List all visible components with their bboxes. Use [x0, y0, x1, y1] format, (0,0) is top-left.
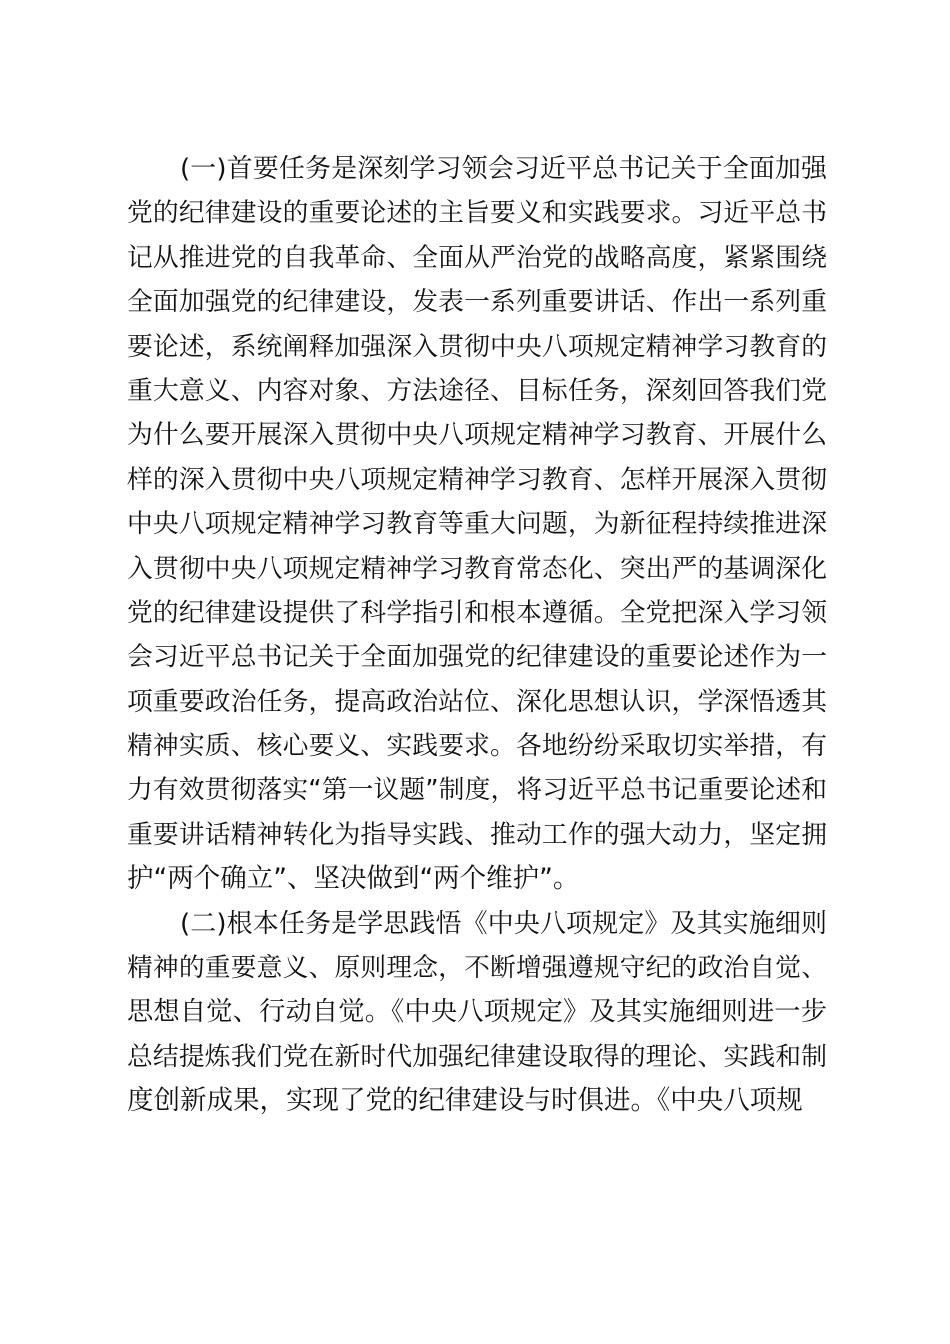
- paragraph-1: [127, 147, 827, 902]
- document-body: [127, 147, 827, 1124]
- paragraph-line: (一)首要任务是深刻学习领会习近平总书记关于全面加强: [180, 154, 827, 184]
- paragraph-line: 总结提炼我们党在新时代加强纪律建设取得的理论、实践和制: [127, 1041, 827, 1072]
- paragraph-line: 护“两个确立”、坚决做到“两个维护”。: [127, 863, 580, 895]
- paragraph-line: 会习近平总书记关于全面加强党的纪律建设的重要论述作为一: [127, 642, 827, 673]
- paragraph-line: 思想自觉、行动自觉。《中央八项规定》及其实施细则进一步: [127, 997, 827, 1028]
- paragraph-line: 为什么要开展深入贯彻中央八项规定精神学习教育、开展什么: [127, 420, 827, 451]
- paragraph-line: 精神实质、核心要义、实践要求。各地纷纷采取切实举措，有: [127, 731, 827, 762]
- paragraph-line: 项重要政治任务，提高政治站位、深化思想认识，学深悟透其: [127, 686, 827, 717]
- paragraph-line: (二)根本任务是学思践悟《中央八项规定》及其实施细则: [180, 908, 827, 939]
- paragraph-line: 重要讲话精神转化为指导实践、推动工作的强大动力，坚定拥: [127, 819, 827, 850]
- paragraph-line: 精神的重要意义、原则理念，不断增强遵规守纪的政治自觉、: [127, 953, 827, 984]
- paragraph-line: 党的纪律建设的重要论述的主旨要义和实践要求。习近平总书: [127, 198, 827, 229]
- paragraph-line: 记从推进党的自我革命、全面从严治党的战略高度，紧紧围绕: [127, 242, 827, 273]
- paragraph-line: 党的纪律建设提供了科学指引和根本遵循。全党把深入学习领: [127, 597, 827, 628]
- paragraph-line: 重大意义、内容对象、方法途径、目标任务，深刻回答我们党: [127, 375, 827, 406]
- paragraph-line: 样的深入贯彻中央八项规定精神学习教育、怎样开展深入贯彻: [127, 464, 827, 495]
- paragraph-line: 入贯彻中央八项规定精神学习教育常态化、突出严的基调深化: [127, 553, 827, 584]
- paragraph-2: [127, 902, 827, 1124]
- paragraph-line: 要论述，系统阐释加强深入贯彻中央八项规定精神学习教育的: [127, 331, 827, 362]
- paragraph-line: 中央八项规定精神学习教育等重大问题，为新征程持续推进深: [127, 509, 827, 540]
- paragraph-line: 力有效贯彻落实“第一议题”制度，将习近平总书记重要论述和: [127, 775, 827, 806]
- paragraph-line: 全面加强党的纪律建设，发表一系列重要讲话、作出一系列重: [127, 287, 827, 318]
- paragraph-line: 度创新成果，实现了党的纪律建设与时俱进。《中央八项规: [127, 1085, 803, 1117]
